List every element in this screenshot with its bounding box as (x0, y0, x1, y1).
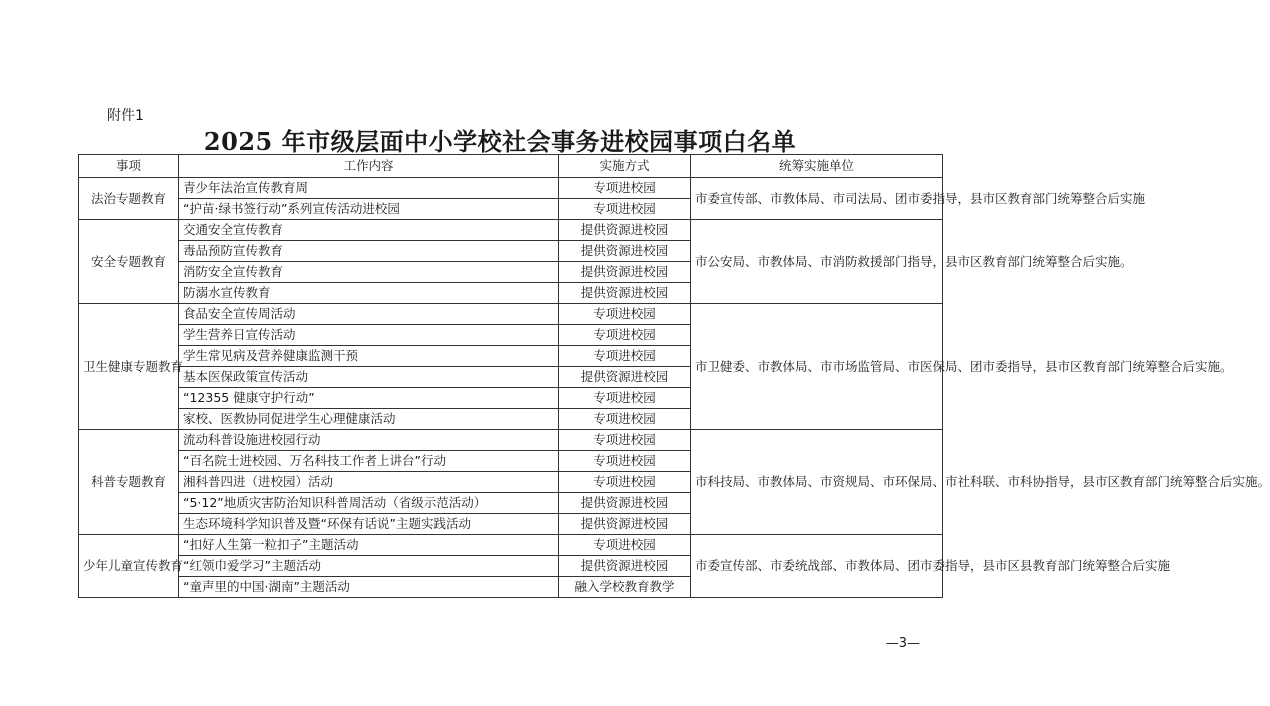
method-cell: 专项进校园 (559, 199, 691, 220)
category-cell: 安全专题教育 (79, 220, 179, 304)
category-cell: 法治专题教育 (79, 178, 179, 220)
table-row (79, 178, 943, 199)
method-cell: 融入学校教育教学 (559, 577, 691, 598)
content-cell: 消防安全宣传教育 (179, 262, 559, 283)
method-cell: 专项进校园 (559, 535, 691, 556)
method-cell: 专项进校园 (559, 451, 691, 472)
content-cell: “护苗·绿书签行动”系列宣传活动进校园 (179, 199, 559, 220)
content-cell: “12355 健康守护行动” (179, 388, 559, 409)
table-row (79, 430, 943, 451)
content-cell: “童声里的中国·湖南”主题活动 (179, 577, 559, 598)
method-cell: 专项进校园 (559, 409, 691, 430)
table-row (79, 220, 943, 241)
method-cell: 提供资源进校园 (559, 283, 691, 304)
content-cell: 食品安全宣传周活动 (179, 304, 559, 325)
category-cell: 科普专题教育 (79, 430, 179, 535)
header-method: 实施方式 (559, 155, 691, 178)
content-cell: “5·12”地质灾害防治知识科普周活动（省级示范活动） (179, 493, 559, 514)
table-header-row (79, 155, 943, 178)
method-cell: 提供资源进校园 (559, 220, 691, 241)
unit-cell: 市公安局、市教体局、市消防救援部门指导，县市区教育部门统筹整合后实施。 (691, 220, 943, 304)
content-cell: 湘科普四进（进校园）活动 (179, 472, 559, 493)
table-body (79, 178, 1270, 598)
method-cell: 提供资源进校园 (559, 241, 691, 262)
method-cell: 提供资源进校园 (559, 262, 691, 283)
content-cell: 流动科普设施进校园行动 (179, 430, 559, 451)
method-cell: 提供资源进校园 (559, 556, 691, 577)
unit-cell: 市卫健委、市教体局、市市场监管局、市医保局、团市委指导，县市区教育部门统筹整合后实施。 (691, 304, 943, 430)
attachment-label: 附件1 (107, 108, 144, 124)
content-cell: “百名院士进校园、万名科技工作者上讲台”行动 (179, 451, 559, 472)
method-cell: 专项进校园 (559, 178, 691, 199)
unit-cell: 市委宣传部、市教体局、市司法局、团市委指导，县市区教育部门统筹整合后实施 (691, 178, 943, 220)
category-cell: 卫生健康专题教育 (79, 304, 179, 430)
content-cell: “红领巾爱学习”主题活动 (179, 556, 559, 577)
header-unit: 统筹实施单位 (691, 155, 943, 178)
method-cell: 专项进校园 (559, 388, 691, 409)
content-cell: 学生常见病及营养健康监测干预 (179, 346, 559, 367)
method-cell: 提供资源进校园 (559, 367, 691, 388)
content-cell: 交通安全宣传教育 (179, 220, 559, 241)
content-cell: 青少年法治宣传教育周 (179, 178, 559, 199)
content-cell: 防溺水宣传教育 (179, 283, 559, 304)
content-cell: 家校、医教协同促进学生心理健康活动 (179, 409, 559, 430)
unit-cell: 市科技局、市教体局、市资规局、市环保局、市社科联、市科协指导，县市区教育部门统筹整合后实施。 (691, 430, 943, 535)
method-cell: 专项进校园 (559, 430, 691, 451)
method-cell: 提供资源进校园 (559, 493, 691, 514)
table-row (79, 535, 943, 556)
content-cell: 学生营养日宣传活动 (179, 325, 559, 346)
category-cell: 少年儿童宣传教育 (79, 535, 179, 598)
method-cell: 专项进校园 (559, 472, 691, 493)
method-cell: 专项进校园 (559, 304, 691, 325)
header-content: 工作内容 (179, 155, 559, 178)
whitelist-table (78, 154, 1270, 598)
page-number: —3— (885, 636, 920, 651)
unit-cell: 市委宣传部、市委统战部、市教体局、团市委指导，县市区县教育部门统筹整合后实施 (691, 535, 943, 598)
document-title: 2025 年市级层面中小学校社会事务进校园事项白名单 (203, 127, 797, 156)
method-cell: 提供资源进校园 (559, 514, 691, 535)
content-cell: 生态环境科学知识普及暨“环保有话说”主题实践活动 (179, 514, 559, 535)
method-cell: 专项进校园 (559, 325, 691, 346)
header-category: 事项 (79, 155, 179, 178)
content-cell: 基本医保政策宣传活动 (179, 367, 559, 388)
method-cell: 专项进校园 (559, 346, 691, 367)
content-cell: “扣好人生第一粒扣子”主题活动 (179, 535, 559, 556)
content-cell: 毒品预防宣传教育 (179, 241, 559, 262)
table-row (79, 304, 943, 325)
